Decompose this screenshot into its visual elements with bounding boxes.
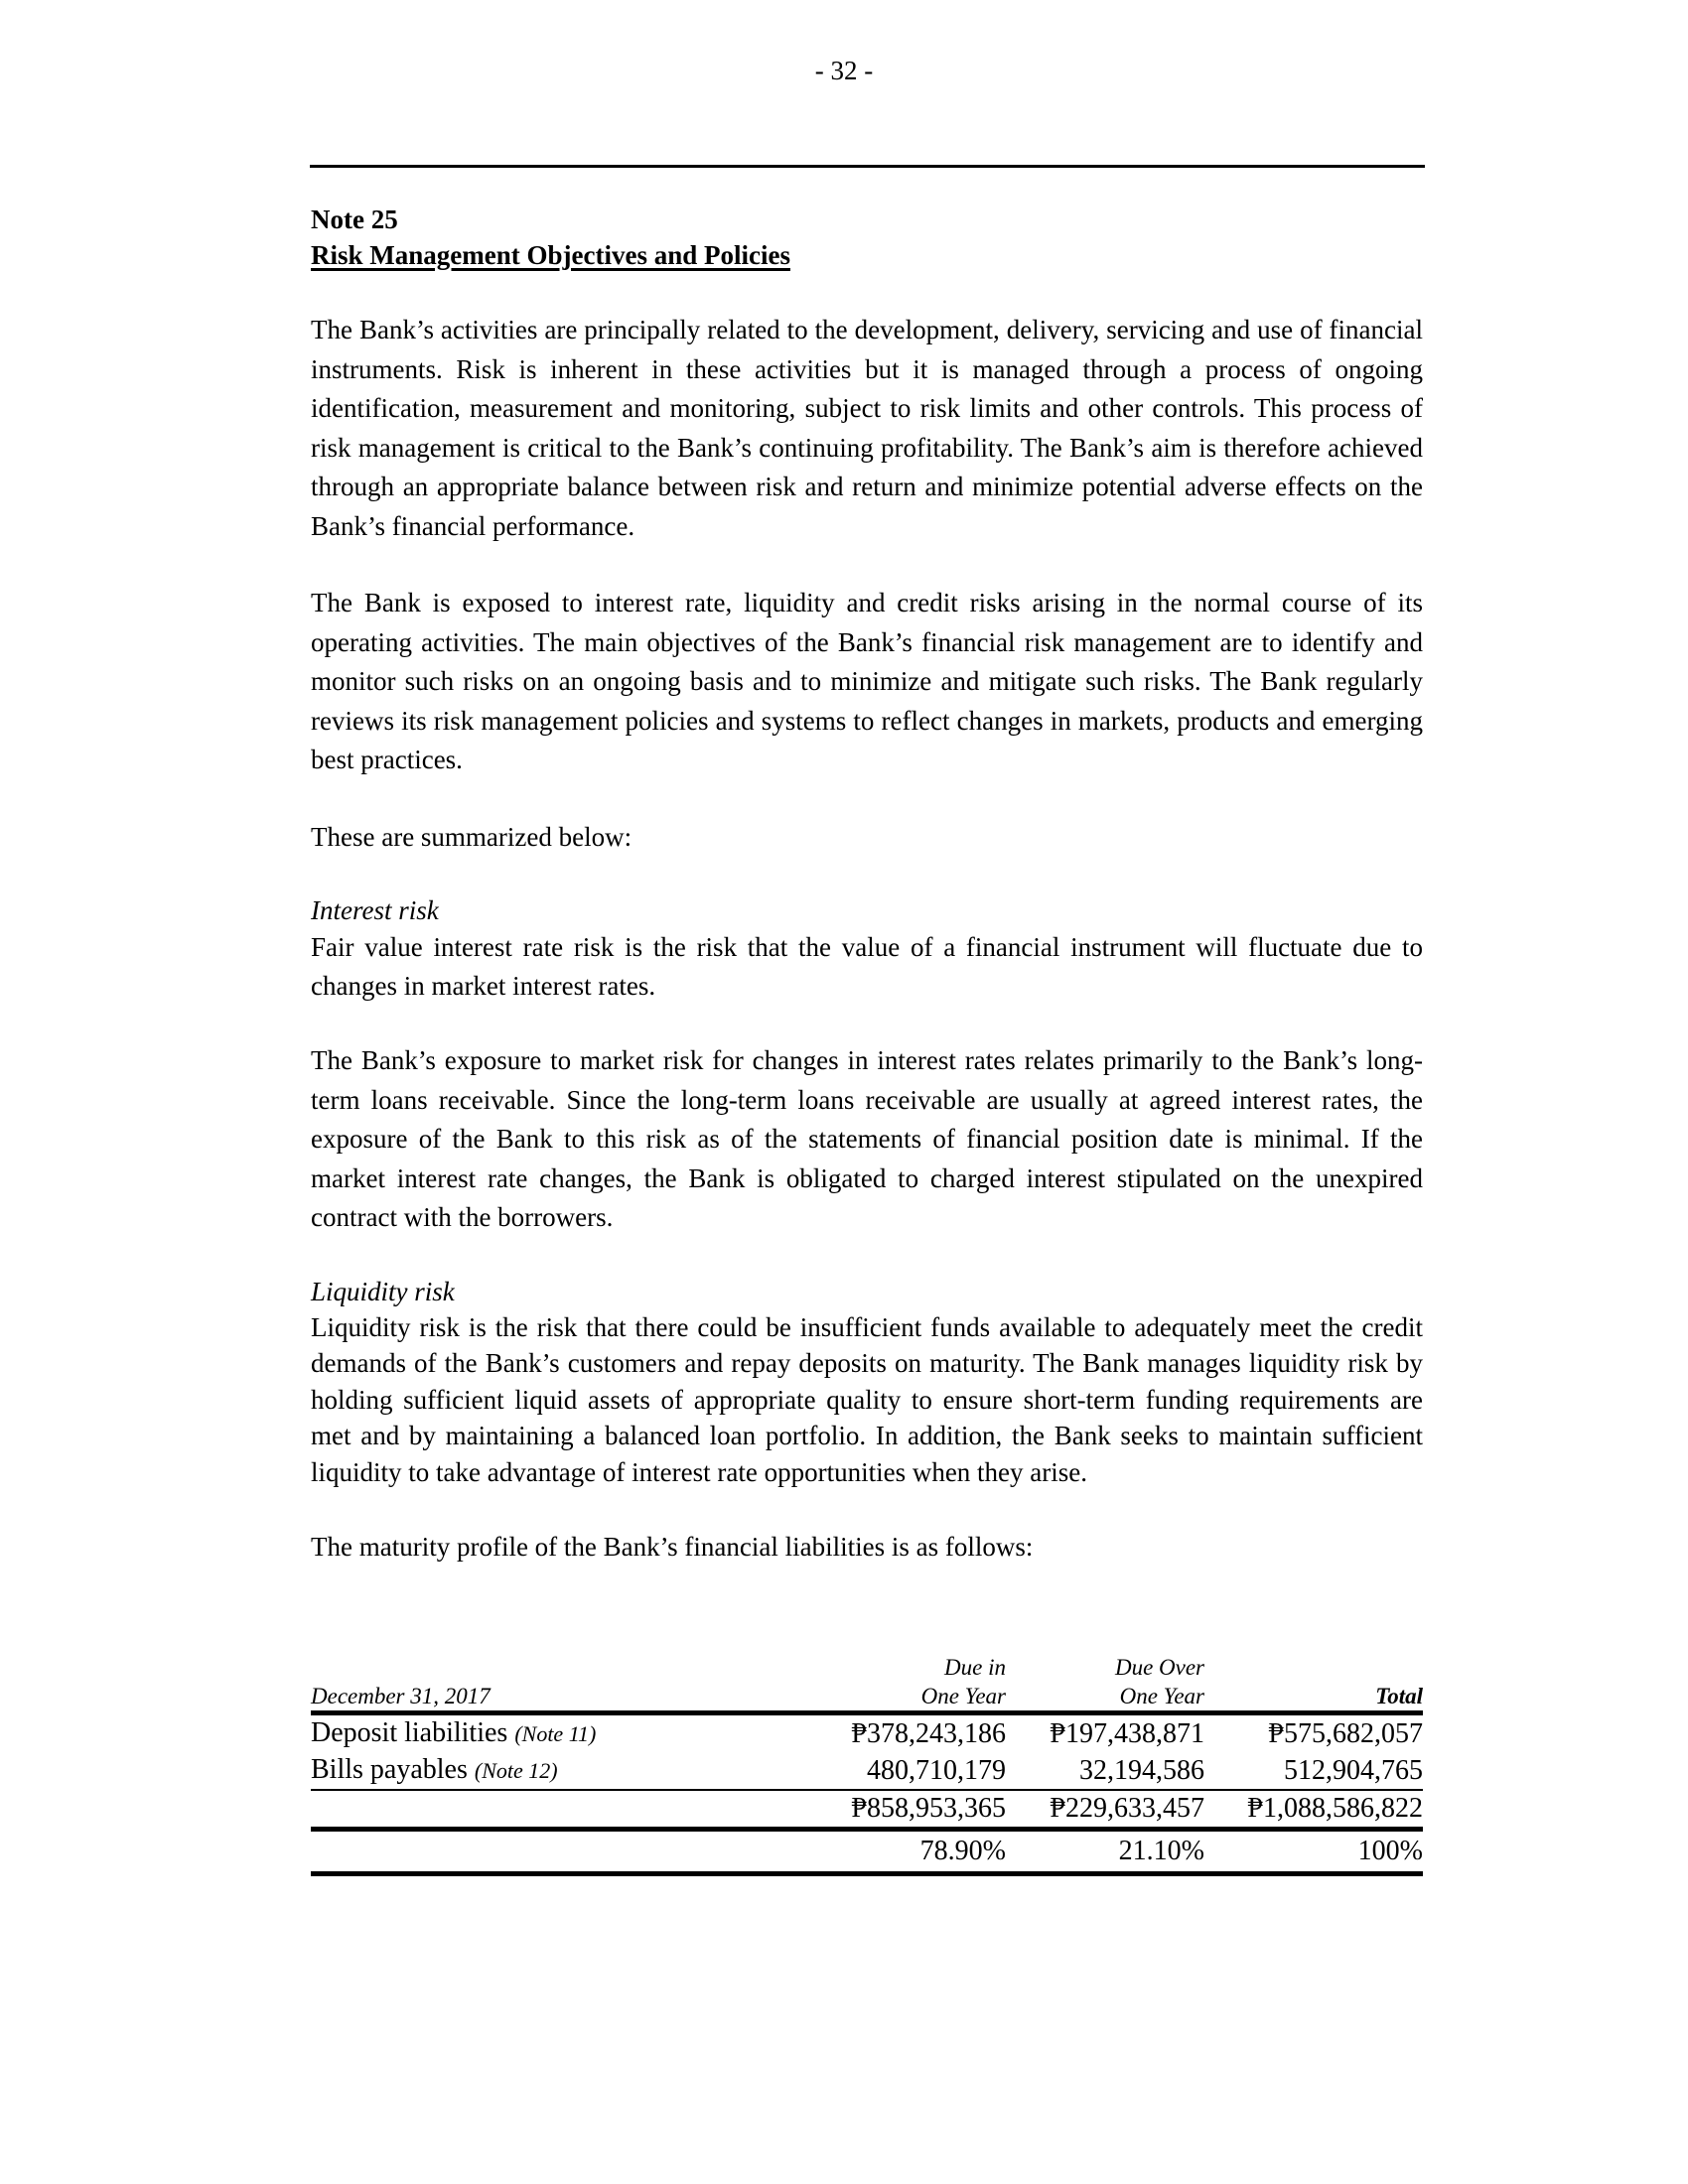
- page-number: - 32 -: [814, 56, 874, 85]
- table-header-row-2: [311, 1682, 1423, 1713]
- header-due-in-line2: One Year: [768, 1682, 1006, 1713]
- row-label: [311, 1752, 768, 1790]
- note-body: [311, 202, 1423, 1568]
- pct-due-over: 21.10%: [1006, 1830, 1204, 1874]
- cell-total: ₱575,682,057: [1268, 1717, 1423, 1749]
- note-heading: Note 25: [311, 205, 398, 234]
- note-reference: (Note 12): [474, 1758, 558, 1783]
- cell-due-over: 32,194,586: [1006, 1752, 1204, 1790]
- interest-risk-definition: Fair value interest rate risk is the risk that the value of a financial instrument will fluctuate due to changes in market interest rates.: [311, 932, 1423, 1001]
- pct-due-in: 78.90%: [768, 1830, 1006, 1874]
- header-due-over-line1: Due Over: [1114, 1655, 1204, 1680]
- subtotal-due-in: ₱858,953,365: [768, 1790, 1006, 1830]
- cell-due-over: ₱197,438,871: [1050, 1717, 1204, 1749]
- header-total: Total: [1204, 1682, 1423, 1713]
- header-due-in-line1: Due in: [944, 1655, 1006, 1680]
- cell-total: 512,904,765: [1204, 1752, 1423, 1790]
- liquidity-risk-definition: Liquidity risk is the risk that there could be insufficient funds available to adequately meet the credit demands of the Bank’s customers and repay deposits on maturity. The Bank manages liquidity risk by holding sufficient liquid assets of appropriate quality to ensure short-term funding requirements are met and by maintaining a balanced loan portfolio. In addition, the Bank seeks to maintain sufficient liquidity to take advantage of interest rate opportunities when they arise.: [311, 1311, 1423, 1487]
- row-label: [311, 1713, 768, 1753]
- row-label-text: Bills payables: [311, 1754, 468, 1785]
- pct-total: 100%: [1204, 1830, 1423, 1874]
- interest-risk-heading: Interest risk: [311, 895, 439, 925]
- percentage-row: [311, 1830, 1423, 1874]
- subtotal-total: ₱1,088,586,822: [1204, 1790, 1423, 1830]
- header-date: December 31, 2017: [311, 1682, 768, 1713]
- cell-due-in: ₱378,243,186: [851, 1717, 1006, 1749]
- row-label-text: Deposit liabilities: [311, 1717, 508, 1748]
- intro-paragraph: The Bank’s activities are principally related to the development, delivery, servicing and use of financial instruments. Risk is inherent in these activities but it is managed through a process of ongoing identification, measurement and monitoring, subject to risk limits and other controls. This process of risk management is critical to the Bank’s continuing profitability. The Bank’s aim is therefore achieved through an appropriate balance between risk and return and minimize potential adverse effects on the Bank’s financial performance.: [311, 315, 1423, 541]
- maturity-profile-table: [311, 1653, 1423, 1876]
- subtotal-due-over: ₱229,633,457: [1006, 1790, 1204, 1830]
- summary-paragraph: These are summarized below:: [311, 821, 633, 852]
- exposure-paragraph: The Bank is exposed to interest rate, liquidity and credit risks arising in the normal course of its operating activities. The main objectives of the Bank’s financial risk management are to identify and monitor such risks on an ongoing basis and to minimize and mitigate such risks. The Bank regularly reviews its risk management policies and systems to reflect changes in markets, products and emerging best practices.: [311, 588, 1423, 774]
- table-header-row-1: [311, 1653, 1423, 1682]
- table-row: [311, 1713, 1423, 1753]
- note-reference: (Note 11): [514, 1721, 597, 1746]
- note-title: Risk Management Objectives and Policies: [311, 240, 790, 270]
- header-due-over-line2: One Year: [1006, 1682, 1204, 1713]
- table-row: [311, 1752, 1423, 1790]
- interest-risk-detail: The Bank’s exposure to market risk for changes in interest rates relates primarily to the Bank’s long-term loans receivable. Since the long-term loans receivable are usually at agreed interest rates, the exposure of the Bank to this risk as of the statements of financial position date is minimal. If the market interest rate changes, the Bank is obligated to charged interest stipulated on the unexpired contract with the borrowers.: [311, 1045, 1423, 1232]
- subtotal-row: [311, 1790, 1423, 1830]
- maturity-intro: The maturity profile of the Bank’s financial liabilities is as follows:: [311, 1532, 1034, 1562]
- liquidity-risk-heading: Liquidity risk: [311, 1276, 455, 1306]
- header-rule: [310, 165, 1425, 168]
- cell-due-in: 480,710,179: [768, 1752, 1006, 1790]
